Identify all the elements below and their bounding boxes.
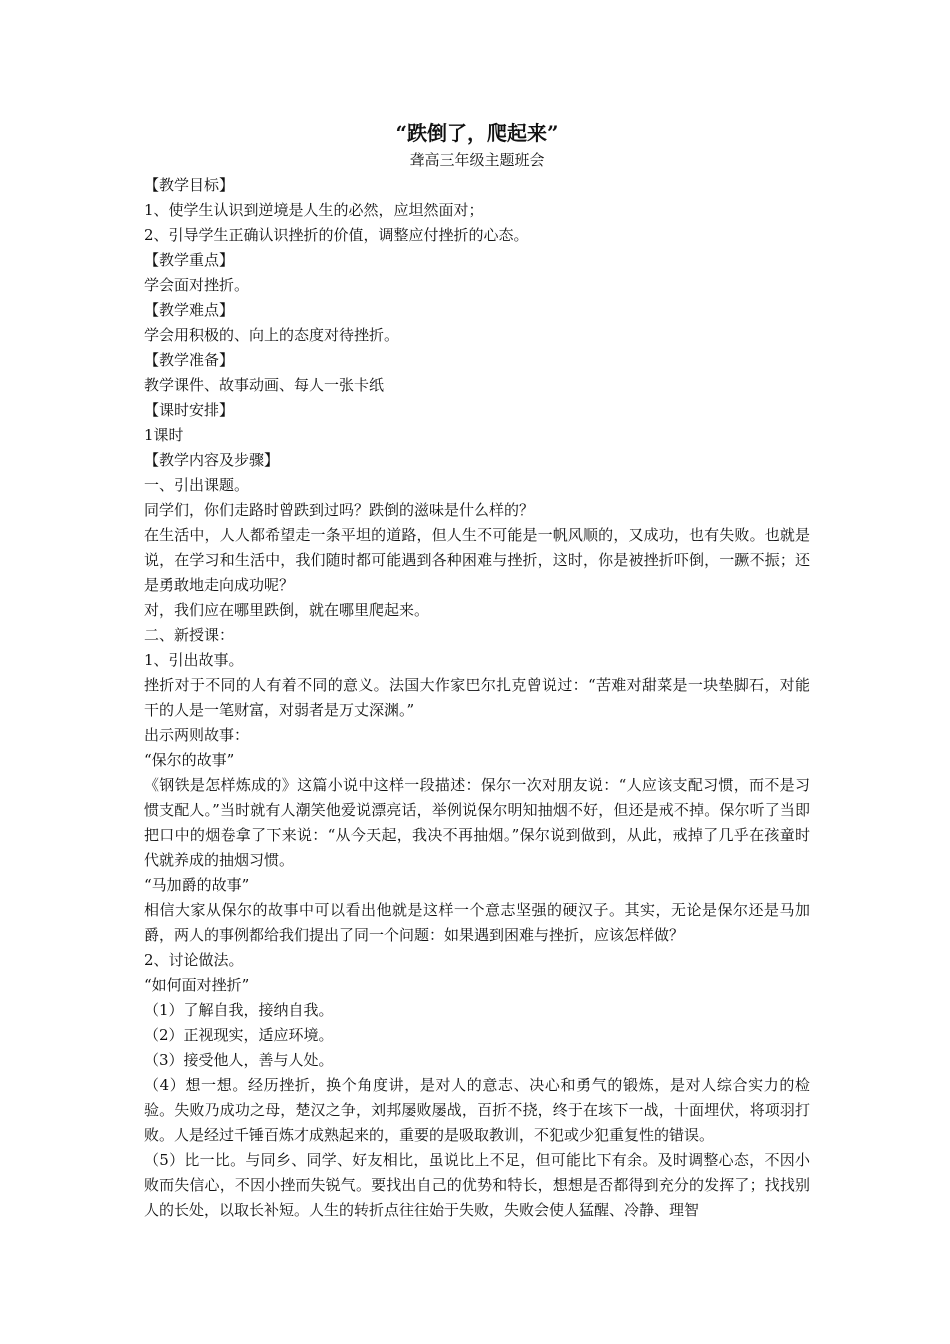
- story-title: “马加爵的故事”: [144, 876, 250, 894]
- step-heading: 一、引出课题。: [144, 476, 250, 494]
- paragraph: 对，我们应在哪里跌倒，就在哪里爬起来。: [144, 601, 430, 619]
- section-heading-steps: 【教学内容及步骤】: [144, 451, 280, 469]
- preparation-text: 教学课件、故事动画、每人一张卡纸: [144, 376, 385, 394]
- list-item: （1）了解自我，接纳自我。: [144, 1001, 334, 1019]
- story-title: “保尔的故事”: [144, 751, 235, 769]
- key-point-text: 学会面对挫折。: [144, 276, 250, 294]
- document-title: “跌倒了，爬起来”: [395, 121, 559, 145]
- paragraph: 挫折对于不同的人有着不同的意义。法国大作家巴尔扎克曾说过：“苦难对甜菜是一块垫脚石，对能干的人是一笔财富，对弱者是万丈深渊。”: [144, 676, 810, 719]
- objective-item: 2、引导学生正确认识挫折的价值，调整应付挫折的心态。: [144, 226, 529, 244]
- list-item: （4）想一想。经历挫折，换个角度讲，是对人的意志、决心和勇气的锻炼，是对人综合实力的检验。失败乃成功之母，楚汉之争，刘邦屡败屡战，百折不挠，终于在垓下一战，十面埋伏，将项羽打败。人是经过千锤百炼才成熟起来的，重要的是吸取教训，不犯或少犯重复性的错误。: [144, 1076, 810, 1144]
- paragraph: 在生活中，人人都希望走一条平坦的道路，但人生不可能是一帆风顺的，又成功，也有失败。也就是说，在学习和生活中，我们随时都可能遇到各种困难与挫折，这时，你是被挫折吓倒，一蹶不振；还是勇敢地走向成功呢？: [144, 526, 810, 594]
- section-heading-schedule: 【课时安排】: [144, 401, 235, 419]
- list-item: （2）正视现实，适应环境。: [144, 1026, 334, 1044]
- objective-item: 1、使学生认识到逆境是人生的必然，应坦然面对；: [144, 201, 484, 219]
- sub-step-heading: 1、引出故事。: [144, 651, 244, 669]
- section-heading-preparation: 【教学准备】: [144, 351, 235, 369]
- document-page: [144, 118, 810, 1223]
- section-heading-objectives: 【教学目标】: [144, 176, 235, 194]
- paragraph: 《钢铁是怎样炼成的》这篇小说中这样一段描述：保尔一次对朋友说：“人应该支配习惯，而不是习惯支配人。”当时就有人潮笑他爱说漂亮话，举例说保尔明知抽烟不好，但还是戒不掉。保尔听了当即把口中的烟卷拿了下来说：“从今天起，我决不再抽烟。”保尔说到做到，从此，戒掉了几乎在孩童时代就养成的抽烟习惯。: [144, 776, 810, 869]
- sub-step-heading: 2、讨论做法。: [144, 951, 244, 969]
- list-item: （3）接受他人，善与人处。: [144, 1051, 334, 1069]
- schedule-text: 1课时: [144, 426, 184, 444]
- section-heading-key-points: 【教学重点】: [144, 251, 235, 269]
- paragraph: 相信大家从保尔的故事中可以看出他就是这样一个意志坚强的硬汉子。其实，无论是保尔还是马加爵，两人的事例都给我们提出了同一个问题：如果遇到困难与挫折，应该怎样做？: [144, 901, 810, 944]
- list-item: （5）比一比。与同乡、同学、好友相比，虽说比上不足，但可能比下有余。及时调整心态，不因小败而失信心，不因小挫而失锐气。要找出自己的优势和特长，想想是否都得到充分的发挥了；找找别人的长处，以取长补短。人生的转折点往往始于失败，失败会使人猛醒、冷静、理智: [144, 1151, 810, 1219]
- difficulty-text: 学会用积极的、向上的态度对待挫折。: [144, 326, 400, 344]
- paragraph: 出示两则故事：: [144, 726, 250, 744]
- paragraph: 同学们，你们走路时曾跌到过吗？跌倒的滋味是什么样的？: [144, 501, 535, 519]
- document-subtitle: 聋高三年级主题班会: [409, 151, 545, 169]
- section-heading-difficulties: 【教学难点】: [144, 301, 235, 319]
- topic-title: “如何面对挫折”: [144, 976, 250, 994]
- step-heading: 二、新授课：: [144, 626, 235, 644]
